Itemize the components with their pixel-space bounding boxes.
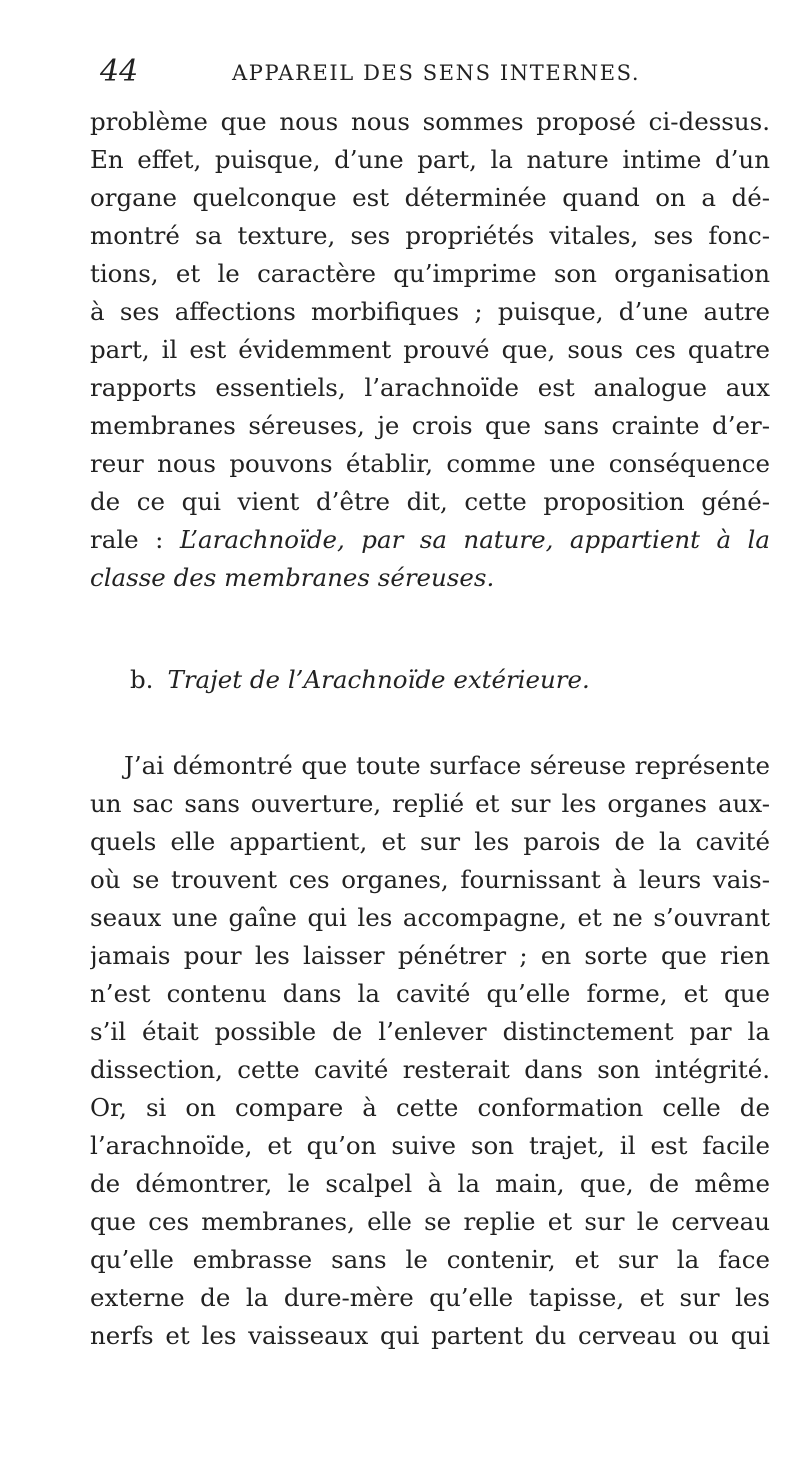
- text-line: dissection, cette cavité resterait dans son intégrité.: [90, 1055, 770, 1084]
- text-line: quels elle appartient, et sur les parois de la cavité: [90, 827, 770, 856]
- proposition-italic: L’arachnoïde, par sa nature, appartient à la: [179, 525, 770, 554]
- section-subheading: [130, 660, 590, 700]
- page-header: [100, 52, 760, 92]
- running-head: APPAREIL DES SENS INTERNES.: [232, 61, 641, 85]
- text-line: J’ai démontré que toute surface séreuse représente: [124, 751, 770, 780]
- subheading-title: Trajet de l’Arachnoïde extérieure.: [167, 665, 590, 694]
- text-line-proposition: [90, 521, 770, 559]
- text-line: problème que nous nous sommes proposé ci-dessus.: [90, 107, 770, 136]
- paragraph-1: [90, 103, 770, 597]
- page-number: 44: [100, 54, 139, 89]
- text-line: qu’elle embrasse sans le contenir, et sur la face: [90, 1245, 770, 1274]
- proposition-prefix: rale :: [90, 525, 180, 554]
- text-line: organe quelconque est déterminée quand on a dé-: [90, 183, 770, 212]
- subheading-label: b.: [130, 665, 154, 694]
- text-line: rapports essentiels, l’arachnoïde est analogue aux: [90, 373, 770, 402]
- text-line: jamais pour les laisser pénétrer ; en sorte que rien: [90, 941, 770, 970]
- text-line: s’il était possible de l’enlever distinctement par la: [90, 1017, 770, 1046]
- text-line: membranes séreuses, je crois que sans crainte d’er-: [90, 411, 770, 440]
- text-line: n’est contenu dans la cavité qu’elle forme, et que: [90, 979, 770, 1008]
- text-line: de démontrer, le scalpel à la main, que, de même: [90, 1169, 770, 1198]
- paragraph-2: [90, 747, 770, 1355]
- text-line: part, il est évidemment prouvé que, sous ces quatre: [90, 335, 770, 364]
- text-line: de ce qui vient d’être dit, cette proposition géné-: [90, 487, 770, 516]
- text-line: à ses affections morbifiques ; puisque, d’une autre: [90, 297, 770, 326]
- text-line: nerfs et les vaisseaux qui partent du cerveau ou qui: [90, 1321, 770, 1350]
- text-line: reur nous pouvons établir, comme une conséquence: [90, 449, 770, 478]
- text-line: seaux une gaîne qui les accompagne, et ne s’ouvrant: [90, 903, 770, 932]
- text-line-proposition-end: classe des membranes séreuses.: [90, 563, 495, 592]
- text-line: un sac sans ouverture, replié et sur les organes aux-: [90, 789, 770, 818]
- text-line: où se trouvent ces organes, fournissant à leurs vais-: [90, 865, 770, 894]
- text-line: externe de la dure-mère qu’elle tapisse, et sur les: [90, 1283, 770, 1312]
- text-line: tions, et le caractère qu’imprime son organisation: [90, 259, 770, 288]
- text-line: montré sa texture, ses propriétés vitales, ses fonc-: [90, 221, 770, 250]
- text-line: En effet, puisque, d’une part, la nature intime d’un: [90, 145, 770, 174]
- text-line: Or, si on compare à cette conformation celle de: [90, 1093, 770, 1122]
- text-line: l’arachnoïde, et qu’on suive son trajet, il est facile: [90, 1131, 770, 1160]
- text-line: que ces membranes, elle se replie et sur le cerveau: [90, 1207, 770, 1236]
